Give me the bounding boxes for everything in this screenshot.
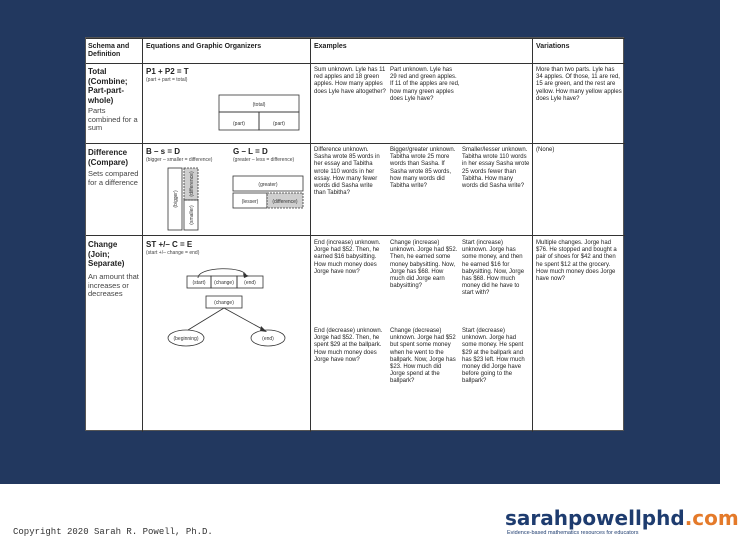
schema-table <box>85 37 624 431</box>
change-diagram-change2: (change) <box>214 300 234 306</box>
total-title: Total (Combine; Part-part-whole) <box>88 67 128 105</box>
change-example-2: Change (increase) unknown. Jorge had $52. Then, he earned some money babysitting. Now, Jorge has $68. How much did Jorge earn babysitting? <box>390 240 458 290</box>
difference-diagram-difference: (difference) <box>189 171 195 197</box>
grid-line <box>86 143 625 144</box>
difference-example-2: Bigger/greater unknown. Tabitha wrote 25 more words than Sasha. If Sasha wrote 85 words, how many words did Tabitha write? <box>390 147 456 190</box>
total-equation-note: (part + part = total) <box>146 77 188 83</box>
difference-horizontal-diagram <box>232 174 306 212</box>
total-variation: More than two parts. Lyle has 34 apples. Of those, 11 are red, 15 are green, and the rest are yellow. How many yellow apples does Lyle have? <box>536 67 622 102</box>
difference-diagram-greater: (greater) <box>258 182 278 188</box>
grid-line <box>86 235 625 236</box>
difference-diagram-difference-b: (difference) <box>272 199 298 205</box>
change-example-6: Start (decrease) unknown. Jorge had some money. He spent $29 at the ballpark and has $23 left. How much money did Jorge have before going to the ballpark? <box>462 328 525 385</box>
header-variations: Variations <box>536 43 570 50</box>
change-equation: ST +/– C = E <box>146 240 193 249</box>
change-definition: An amount that increases or decreases <box>88 272 139 298</box>
difference-equation-b-note: (greater – less = difference) <box>233 157 295 163</box>
total-diagram-part2: (part) <box>273 121 285 127</box>
change-diagram-end: (end) <box>244 280 256 286</box>
change-diagram-change: (change) <box>214 280 234 286</box>
logo-domain: .com <box>684 506 739 530</box>
difference-equation-a: B – s = D <box>146 147 181 156</box>
change-equation-note: (start +/– change = end) <box>146 250 200 256</box>
total-diagram <box>218 94 300 132</box>
header-examples: Examples <box>314 43 347 50</box>
change-example-3: Start (increase) unknown. Jorge has some money, and then he earned $16 for babysitting. Now, Jorge has $68. How much money did he have to start with? <box>462 240 525 297</box>
difference-title: Difference (Compare) <box>88 148 129 167</box>
difference-diagram-lesser: (lesser) <box>241 199 259 205</box>
difference-variation: (None) <box>536 147 555 153</box>
grid-line <box>86 38 625 39</box>
difference-equation-a-note: (bigger – smaller = difference) <box>146 157 213 163</box>
change-arc-diagram <box>166 294 288 354</box>
change-example-5: Change (decrease) unknown. Jorge had $52 but spent some money when he went to the ballpark. Now, Jorge has $23. How much did Jorge spend at the ballpark? <box>390 328 456 385</box>
change-linear-diagram <box>186 264 276 294</box>
change-variation: Multiple changes. Jorge had $76. He stopped and bought a pair of shoes for $42 and then he spent $12 at the grocery. How much money does Jorge have now? <box>536 240 617 283</box>
total-example-2: Part unknown. Lyle has 29 red and green apples. If 11 of the apples are red, how many green apples does Lyle have? <box>390 67 460 102</box>
grid-line <box>142 38 143 432</box>
total-diagram-total: (total) <box>252 102 266 108</box>
total-equation: P1 + P2 = T <box>146 67 189 76</box>
difference-example-3: Smaller/lesser unknown. Tabitha wrote 110 words in her essay Sasha wrote 25 words fewer than Tabitha. How many words did Sasha write? <box>462 147 530 190</box>
copyright-text: Copyright 2020 Sarah R. Powell, Ph.D. <box>13 527 213 537</box>
header-schema: Schema and Definition <box>88 43 130 58</box>
total-definition: Parts combined for a sum <box>88 106 138 132</box>
brand-logo <box>505 507 739 529</box>
difference-equation-b: G – L = D <box>233 147 268 156</box>
change-diagram-start: (start) <box>192 280 206 286</box>
change-example-4: End (decrease) unknown. Jorge had $52. Then, he spent $29 at the ballpark. How much money does Jorge have now? <box>314 328 383 363</box>
change-example-1: End (increase) unknown. Jorge had $52. Then, he earned $16 babysitting. How much money does Jorge have now? <box>314 240 381 275</box>
difference-definition: Sets compared for a difference <box>88 169 139 187</box>
grid-line <box>532 38 533 432</box>
grid-line <box>310 38 311 432</box>
difference-diagram-smaller: (smaller) <box>189 205 195 225</box>
change-diagram-beginning: (beginning) <box>173 336 199 342</box>
total-diagram-part1: (part) <box>233 121 245 127</box>
header-equations: Equations and Graphic Organizers <box>146 43 262 50</box>
difference-vertical-diagram <box>148 166 200 232</box>
grid-line <box>86 63 625 64</box>
change-diagram-end2: (end) <box>262 336 274 342</box>
logo-tagline: Evidence-based mathematics resources for educators <box>507 530 639 536</box>
difference-diagram-bigger: (bigger) <box>173 190 179 208</box>
total-example-1: Sum unknown. Lyle has 11 red apples and 18 green apples. How many apples does Lyle have altogether? <box>314 67 386 95</box>
change-title: Change (Join; Separate) <box>88 240 125 268</box>
logo-main: sarahpowellphd <box>505 506 685 530</box>
difference-example-1: Difference unknown. Sasha wrote 85 words in her essay and Tabitha wrote 110 words in her essay. How many fewer words did Sasha write than Tabitha? <box>314 147 380 197</box>
